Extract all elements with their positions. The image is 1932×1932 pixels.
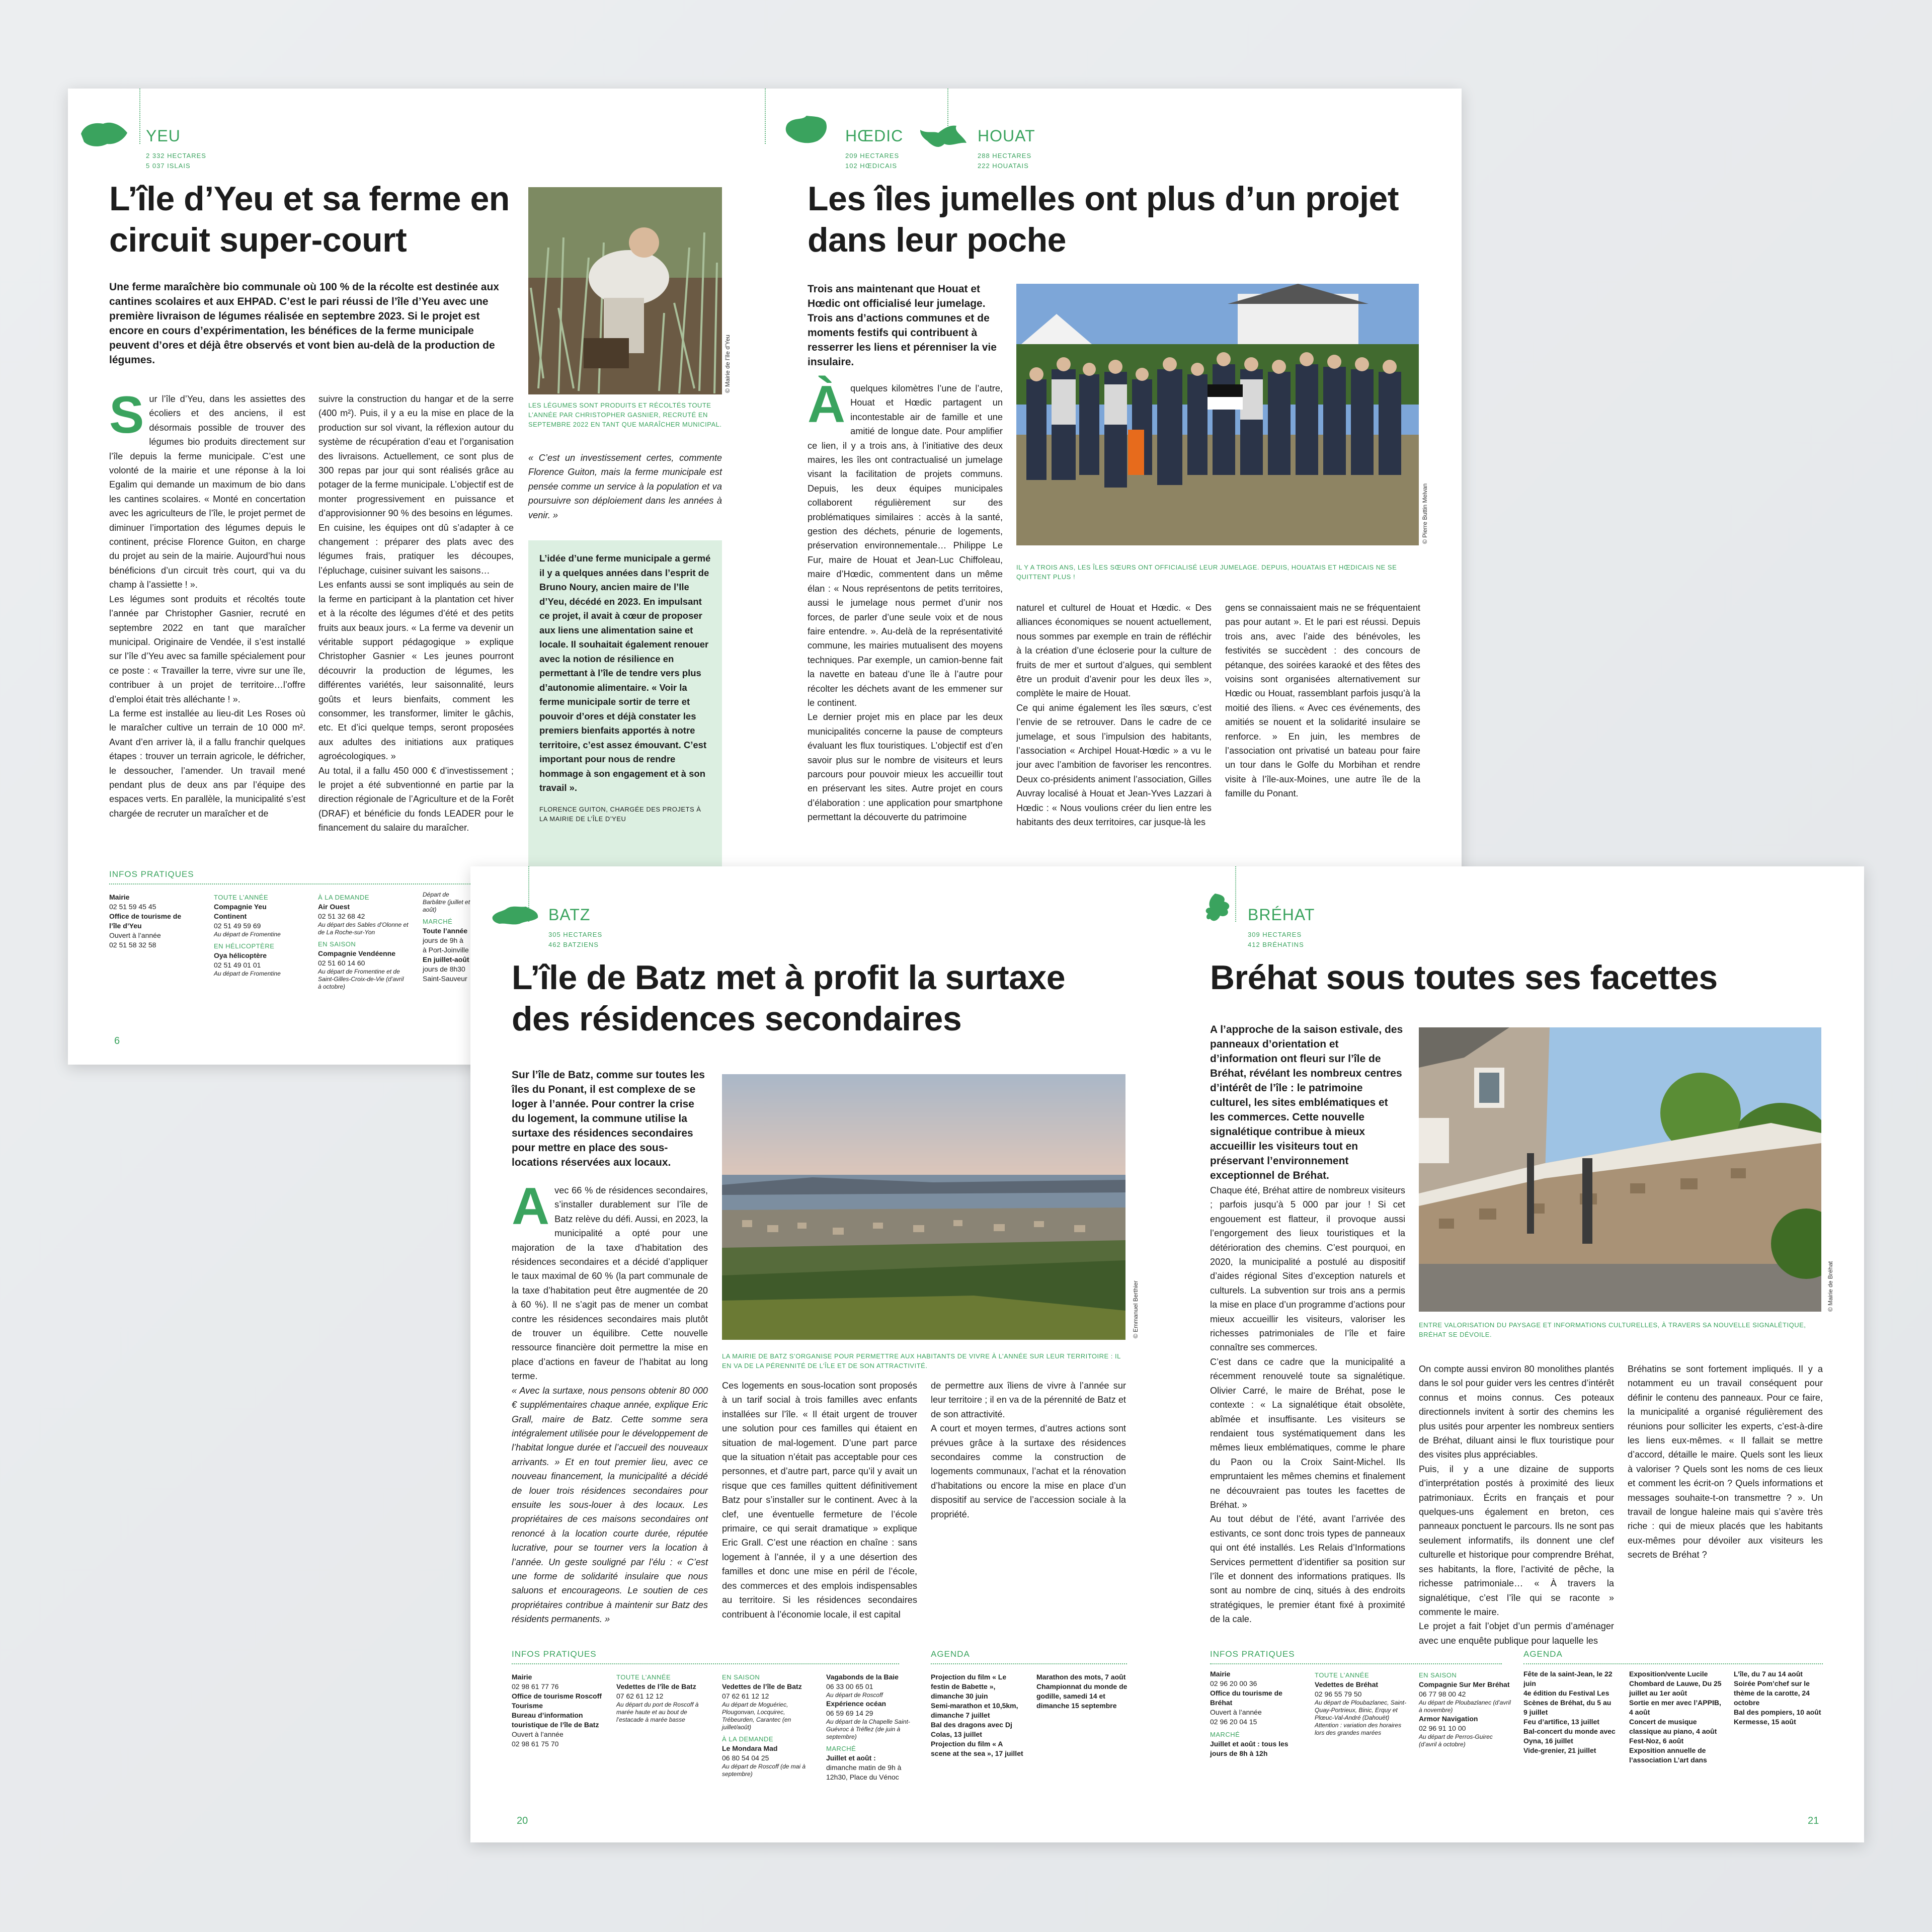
info-column <box>1210 1669 1303 1758</box>
info-note: Au départ de Roscoff <box>826 1692 883 1699</box>
info-column <box>826 1672 917 1782</box>
info-note: Départ de Barbâtre (juillet et août) <box>423 891 470 913</box>
info-heading: EN SAISON <box>318 940 356 948</box>
article-column <box>512 1177 708 1627</box>
paragraph: quelques kilomètres l’une de l’autre, Houat et Hœdic partagent un incontestable air de famille et une amitié de longue date. Pour amplifier ce lien, il y a trois ans, à l’initiative des deux maires, les îles ont contractualisé un jumelage visant la facilitation de projets communs. Depuis, les deux équipes municipales collaborent régulièrement sur des problématiques similaires : accès à la santé, gestion des déchets, pénurie de logements, préservation environnementale… Philippe Le Fur, maire de Houat et Jean-Luc Chiffoleau, maire d’Hœdic, commentent dans un même élan : « Nous représentons de petits territoires, aussi le jumelage nous permet d’unir nos forces, de parler d’une seule voix et de nous faire entendre. ». Au-delà de la représentativité commune, les mairies mutualisent des moyens techniques. Par exemple, un camion-benne fait la navette en bateau d’une île à l’autre pour récolter les déchets avant de les emmener sur le continent. <box>808 383 1003 708</box>
paragraph: On compte aussi environ 80 monolithes plantés dans le sol pour guider vers les centres d’intérêt connus et moins connus. Ces poteaux directionnels invitent à sortir des chemins les plus usités pour arpenter les nombreux sentiers de Bréhat, diluant ainsi le flux touristique pour des visites plus appréciables. <box>1419 1364 1614 1460</box>
quote-box <box>528 540 722 890</box>
paragraph: Ce qui anime également les îles sœurs, c’est l’envie de se retrouver. Dans le cadre de ce jumelage, et sous l’impulsion des habitants, l’association « Archipel Houat-Hœdic » a vu le jour avec l’ambition de favoriser les rencontres. Deux co-présidents animent l’association, Gilles Auvray localisé à Houat et Jean-Yves Lazzari à Hœdic : « Nous voulions créer du lien entre les habitants des deux territoires, car jusque-là les <box>1016 702 1212 828</box>
paragraph: En cuisine, les équipes ont dû s’adapter à ce changement : préparer des plats avec des légumes frais, pratiquer les découpes, l’épluchage, cuisiner suivant les saisons… <box>318 522 514 576</box>
info-column <box>616 1669 709 1724</box>
phone-number: 02 96 20 00 36 <box>1210 1679 1257 1687</box>
photo-caption: LA MAIRIE DE BATZ S’ORGANISE POUR PERMETTRE AUX HABITANTS DE VIVRE À L’ANNÉE SUR LEUR TERRITOIRE : IL EN VA DE LA PÉRENNITÉ DE L’ÎLE ET DE SON ATTRACTIVITÉ. <box>722 1352 1121 1370</box>
phone-number: 02 51 32 68 42 <box>318 912 365 920</box>
phone-number: 02 51 49 59 69 <box>214 922 261 930</box>
paragraph: Puis, il y a une dizaine de supports d’interprétation postés à proximité des lieux patrimoniaux. Écrits en français et pour quelques-uns également en breton, ces panneaux ponctuent le parcours. Ils ne sont pas seulement informatifs, ils donnent une clef culturelle et historique pour comprendre Bréhat, ses habitants, la flore, l’activité de pêche, la richesse patrimoniale… « À travers la signalétique, c’est l’île qui se raconte » commente le maire. <box>1419 1464 1614 1617</box>
info-column <box>214 890 299 978</box>
info-note: Au départ de Fromentine <box>214 931 281 938</box>
paragraph: Les enfants aussi se sont impliqués au sein de la ferme en participant à la plantation cet hiver et à la récolte des légumes d’été et des petits fruits aux beaux jours. « La ferme va devenir un véritable support pédagogique » explique Christopher Gasnier « Les jeunes pourront découvrir la production de légumes, les différentes variétés, leur saisonnalité, leurs goûts et leurs bienfaits, comment les consommer, les transformer, limiter le gâchis, etc. Et d’ici quelque temps, seront proposées aux adultes des initiations aux pratiques agroécologiques. » <box>318 580 514 762</box>
info-label: Office de tourisme Roscoff Tourisme <box>512 1692 602 1710</box>
brehat-island-map-icon <box>1195 892 1245 926</box>
phone-number: 02 96 20 04 15 <box>1210 1718 1257 1726</box>
info-label: Bureau d’information touristique de l’île de Batz <box>512 1711 599 1729</box>
info-text: jours de 8h30 <box>423 965 465 973</box>
paragraph: La ferme est installée au lieu-dit Les Roses où le maraîcher cultive un terrain de 10 000 m². Avant d’en arriver là, il a fallu franchir quelques étapes : trouver un terrain agricole, le défricher, le dessoucher, l’amender. Un travail mené pendant plus de deux ans par l’équipe des espaces verts. En parallèle, la municipalité s’est chargée de recruter un maraîcher et de <box>109 708 305 819</box>
info-label: Toute l’année <box>423 927 468 935</box>
info-column <box>722 1669 815 1778</box>
agenda-item: Kermesse, 15 août <box>1734 1718 1796 1726</box>
info-heading: À LA DEMANDE <box>722 1735 774 1743</box>
info-heading: TOUTE L’ANNÉE <box>214 894 269 901</box>
article-title: L’île de Batz met à profit la surtaxe des résidences secondaires <box>512 958 1066 1038</box>
farmer-photo <box>528 187 722 394</box>
article-column: gens se connaissaient mais ne se fréquentaient pas pour autant ». Et le pari est réussi. Depuis trois ans, avec l’aide des bénévoles, les festivités se succèdent : des concours de pétanque, des soirées karaoké et des fêtes des voisins sont organisées alternativement sur Hœdic ou Houat, rassemblant parfois jusqu’à la moitié des îliens. « Avec ces événements, des amitiés se nouent et la solidarité insulaire se renforce. » En juin, les membres de l’association ont privatisé un bateau pour faire un tour dans le Golfe du Morbihan et rendre visite à l’île-aux-Moines, une autre île de la famille du Ponant. <box>1225 603 1420 799</box>
agenda-heading: AGENDA <box>931 1649 970 1659</box>
info-label: Mairie <box>1210 1670 1231 1678</box>
photo-credit: © Mairie de Bréhat <box>1827 1261 1834 1312</box>
info-heading: EN SAISON <box>722 1673 760 1681</box>
phone-number: 02 96 55 79 50 <box>1315 1690 1362 1698</box>
paragraph: naturel et culturel de Houat et Hœdic. « Des alliances économiques se nouent actuellement, nous sommes par exemple en train de réfléchir à la création d’une écloserie pour la culture de fruits de mer et surtout d’algues, qui semblent être un produit d’avenir pour les deux îles », complète le maire de Houat. <box>1016 603 1212 699</box>
info-label: Mairie <box>512 1673 532 1681</box>
phone-number: 02 96 91 10 00 <box>1419 1724 1466 1732</box>
article-lead: Sur l’île de Batz, comme sur toutes les îles du Ponant, il est complexe de se loger à l’année. Pour contrer la crise du logement, la commune utilise la surtaxe des résidences secondaires pour mettre en place des sous-locations réservées aux locaux. <box>512 1069 705 1168</box>
agenda-bar <box>931 1663 1127 1664</box>
agenda-column <box>1523 1669 1617 1755</box>
batz-landscape-photo <box>722 1074 1125 1340</box>
hoedic-island-map-icon <box>782 114 833 148</box>
info-heading: À LA DEMANDE <box>318 894 370 901</box>
info-heading: EN SAISON <box>1419 1671 1457 1679</box>
article-column: Bréhatins se sont fortement impliqués. Il y a notamment eu un travail conséquent pour définir le contenu des panneaux. Pour ce faire, la municipalité a organisé régulièrement des réunions pour solliciter les experts, c’est-à-dire les liens eux-mêmes. « Il fallait se mettre d’accord, détaille le maire. Quels sont les lieux à valoriser ? Quels sont les noms de ces lieux et comment les écrit-on ? Quels informations et messages souhaite-t-on transmettre ? ». Un travail de longue haleine mais qui s’avère très riche : qui de mieux placés que les habitants eux-mêmes pour dévoiler aux visiteurs les secrets de Bréhat ? <box>1628 1364 1823 1560</box>
paragraph: Chaque été, Bréhat attire de nombreux visiteurs ; parfois jusqu’à 5 000 par jour ! Si cet engouement est flatteur, il provoque aussi l’engorgement des lieux touristiques et la détérioration des chemins. C’est pourquoi, en 2020, la municipalité a postulé au dispositif d’aides régional Sites d’exception naturels et culturels. La subvention sur trois ans a permis la mise en place d’un programme d’actions pour mieux accueillir les visiteurs, valoriser les richesses patrimoniales de l’île et faire connaître ses commerces. <box>1210 1185 1405 1353</box>
article-column <box>931 1379 1126 1521</box>
paragraph: ur l’île d’Yeu, dans les assiettes des écoliers et des anciens, il est désormais possible de trouver des légumes bio produits directement sur l’île depuis la ferme municipale. C’est une volonté de la mairie et une réponse à la loi Egalim qui demande un maximum de bio dans les cantines scolaires. « Monté en concertation avec les agriculteurs de l’île, le projet permet de diminuer l’importation des légumes depuis le continent, précise Florence Guiton, en charge du projet au sein de la mairie. Aujourd’hui nous bénéficions d’un circuit très court, qui va du champ à l’assiette ! ». <box>109 394 305 590</box>
article-column: Ces logements en sous-location sont proposés à un tarif social à trois familles avec enfants installées sur l’île. « Il était urgent de trouver une solution pour ces familles qui étaient en situation de mal-logement. D’une part parce que la situation n’était pas acceptable pour ces personnes, et d’autre part, parce qu’il y avait un risque que ces familles quittent définitivement Batz pour s’installer sur le continent. Avec à la clef, une éventuelle fermeture de l’école primaire, ce qui serait dramatique » explique Eric Grall. C’est une réaction en chaîne : sans logement à l’année, il y a une désertion des familles et donc une mise en péril de l’école, des commerces et des emplois indispensables au territoire. Si les résidences secondaires contribuent à l’économie locale, il est capital <box>722 1381 917 1620</box>
page-number: 21 <box>1808 1815 1819 1826</box>
page-number: 6 <box>114 1035 120 1046</box>
agenda-item: Soirée Pom’chef sur le thème de la carotte, 24 octobre <box>1734 1679 1810 1707</box>
practical-info-heading: INFOS PRATIQUES <box>1210 1649 1295 1659</box>
divider <box>765 89 766 144</box>
photo-caption: LES LÉGUMES SONT PRODUITS ET RÉCOLTÉS TOUTE L’ANNÉE PAR CHRISTOPHER GASNIER, RECRUTÉ EN SEPTEMBRE 2022 EN TANT QUE MARAÎCHER MUNICIPAL. <box>528 401 722 428</box>
info-label: Air Ouest <box>318 903 350 911</box>
article-column <box>318 392 514 835</box>
divider <box>139 89 140 144</box>
agenda-item: Bal-concert du monde avec Oyna, 16 juillet <box>1523 1727 1616 1745</box>
paragraph: de permettre aux îliens de vivre à l’année sur leur territoire ; il en va de la pérennité de Batz et de son attractivité. <box>931 1381 1126 1419</box>
info-label: Compagnie Yeu Continent <box>214 903 267 920</box>
article-lead: Trois ans maintenant que Houat et Hœdic ont officialisé leur jumelage. Trois ans d’actions communes et de moments festifs qui contribuent à resserrer les liens et pérenniser la vie insulaire. <box>808 283 997 368</box>
info-note: Au départ de Ploubazlanec, Saint-Quay-Portrieux, Binic, Erquy et Plœuc-Val-André (Dahouët) <box>1315 1699 1407 1721</box>
paragraph: suivre la construction du hangar et de la serre (400 m²). Puis, il y a eu la mise en place de la production sur sol vivant, la réflexion autour du système de récupération d’eau et l’organisation des livraisons. Actuellement, ce sont plus de 300 repas par jour qui sont réalisés grâce au potager de la ferme municipale. L’objectif est de monter progressivement en puissance et d’approvisionner 90 % des besoins en légumes. <box>318 394 514 519</box>
page-number: 20 <box>517 1815 528 1826</box>
article-column <box>1016 601 1212 830</box>
agenda-item: Exposition annuelle de l’association L’art dans <box>1629 1746 1707 1764</box>
island-stats: 309 HECTARES 412 BRÉHATINS <box>1248 931 1304 948</box>
agenda-item: Bal des dragons avec Dj Colas, 13 juillet <box>931 1721 1012 1738</box>
phone-number: 06 59 69 14 29 <box>826 1709 873 1717</box>
island-name: HŒDIC <box>845 127 904 145</box>
photo-caption: IL Y A TROIS ANS, LES ÎLES SŒURS ONT OFFICIALISÉ LEUR JUMELAGE. DEPUIS, HOUATAIS ET HŒDICAIS NE SE QUITTENT PLUS ! <box>1016 564 1397 581</box>
paragraph: « Avec la surtaxe, nous pensons obtenir 80 000 € supplémentaires chaque année, explique Eric Grall, maire de Batz. Cette somme sera intégralement utilisée pour le développement de l’habitat longue durée et l’accueil des nouveaux arrivants. » Et en tout premier lieu, avec ce nouveau financement, la municipalité a décidé de louer trois résidences secondaires pour ensuite les sous-louer à des locaux. Les propriétaires de ces maisons secondaires ont renoncé à la location courte durée, réputée lucrative, pour se tourner vers la location à l’année. Un geste souligné par l’élu : « C’est une forme de solidarité insulaire que nous saluons et encourageons. Le soutien de ces propriétaires contribue à maintenir sur Batz des résidents permanents. » <box>512 1385 708 1625</box>
info-column <box>512 1672 602 1749</box>
quote-signature: FLORENCE GUITON, CHARGÉE DES PROJETS À LA MAIRIE DE L’ÎLE D’YEU <box>539 805 701 823</box>
agenda-item: Sortie en mer avec l’APPIB, 4 août <box>1629 1699 1721 1716</box>
info-label: Juillet et août : tous les jours de 8h à 12h <box>1210 1740 1289 1757</box>
info-heading: MARCHÉ <box>1210 1731 1240 1738</box>
phone-number: 02 51 59 45 45 <box>109 903 156 911</box>
phone-number: 02 51 58 32 58 <box>109 941 156 949</box>
island-stats: 305 HECTARES 462 BATZIENS <box>548 931 603 948</box>
practical-info-bar <box>1210 1663 1502 1664</box>
info-heading: TOUTE L’ANNÉE <box>616 1673 671 1681</box>
island-stats: 288 HECTARES 222 HOUATAIS <box>978 152 1032 170</box>
article-title: L’île d’Yeu et sa ferme en circuit super-court <box>109 180 510 259</box>
phone-number: 06 33 00 65 01 <box>826 1682 873 1691</box>
yeu-island-map-icon <box>79 119 129 153</box>
agenda-column <box>1734 1669 1824 1727</box>
info-column <box>1419 1667 1512 1748</box>
article-column <box>109 386 305 821</box>
island-stats: 2 332 HECTARES 5 037 ISLAIS <box>146 152 206 170</box>
info-label: Office du tourisme de Bréhat <box>1210 1689 1282 1707</box>
agenda-item: Projection du film « Le festin de Babette », dimanche 30 juin <box>931 1673 1007 1700</box>
agenda-item: Fest-Noz, 6 août <box>1629 1737 1684 1745</box>
info-note: Au départ de Fromentine <box>214 970 281 977</box>
agenda-item: L’île, du 7 au 14 août <box>1734 1670 1803 1678</box>
article-column <box>1210 1183 1405 1627</box>
info-heading: MARCHÉ <box>423 918 453 925</box>
info-label: Compagnie Sur Mer Bréhat <box>1419 1680 1510 1688</box>
practical-info-bar <box>512 1663 899 1664</box>
info-label: Mairie <box>109 893 130 901</box>
paragraph: Au total, il a fallu 450 000 € d’investissement ; le projet a été subventionné en partie par la direction régionale de l’Agriculture et de la Forêt (DRAF) et bénéficie du fonds LEADER pour le financement du salaire du maraîcher. <box>318 765 514 833</box>
info-label: Expérience océan <box>826 1700 887 1708</box>
info-label: Armor Navigation <box>1419 1715 1478 1723</box>
agenda-item: 4e édition du Festival Les Scènes de Bréhat, du 5 au 9 juillet <box>1523 1689 1612 1716</box>
agenda-item: Marathon des mots, 7 août <box>1036 1673 1126 1681</box>
agenda-bar <box>1523 1663 1823 1664</box>
info-note: Au départ de Roscoff (de mai à septembre) <box>722 1763 806 1778</box>
phone-number: 02 51 49 01 01 <box>214 961 261 969</box>
info-text: Ouvert à l’année <box>512 1730 564 1738</box>
info-note: Au départ de Ploubazlanec (d’avril à novembre) <box>1419 1699 1511 1714</box>
article-column <box>1419 1362 1614 1648</box>
info-label: Vagabonds de la Baie <box>826 1673 899 1681</box>
photo-credit: © Pierre Buttin Melvan <box>1421 483 1428 544</box>
island-name: BATZ <box>548 906 591 924</box>
paragraph: C’est dans ce cadre que la municipalité a récemment renouvelé toute sa signalétique. Olivier Carré, le maire de Bréhat, pose le contexte : « La signalétique était obsolète, abîmée et insuffisante. Les visiteurs se rendaient tous systématiquement dans les mêmes lieux emblématiques, comme le phare du Paon ou la Croix Saint-Michel. Ils empruntaient les mêmes chemins et finalement ne découvraient pas toutes les facettes de Bréhat. » <box>1210 1356 1405 1510</box>
info-label: Vedettes de Bréhat <box>1315 1680 1379 1688</box>
article-title: Bréhat sous toutes ses facettes <box>1210 958 1718 997</box>
photo-caption: ENTRE VALORISATION DU PAYSAGE ET INFORMATIONS CULTURELLES, À TRAVERS SA NOUVELLE SIGNALÉTIQUE, BRÉHAT SE DÉVOILE. <box>1419 1321 1806 1338</box>
agenda-heading: AGENDA <box>1523 1649 1563 1659</box>
houat-island-map-icon <box>918 121 969 155</box>
info-heading: EN HÉLICOPTÈRE <box>214 942 275 950</box>
island-name: BRÉHAT <box>1248 906 1315 924</box>
info-text: Ouvert à l’année <box>109 931 161 939</box>
info-note: Au départ de la Chapelle Saint-Guévroc à Tréflez (de juin à septembre) <box>826 1718 910 1740</box>
info-text: à Port-Joinville <box>423 946 469 954</box>
info-label: Oya hélicoptère <box>214 951 267 959</box>
agenda-item: Projection du film « A scene at the sea », 17 juillet <box>931 1740 1023 1757</box>
paragraph: Le dernier projet mis en place par les deux municipalités concerne la pause de compteurs évaluant les flux touristiques. L’objectif est d’en savoir plus sur le nombre de visiteurs et leurs parcours pour pouvoir mieux les accueillir tout en préservant les sites. Autre projet en cours d’élaboration : une application pour smartphone permettant la découverte du patrimoine <box>808 712 1003 823</box>
agenda-item: Fête de la saint-Jean, le 22 juin <box>1523 1670 1613 1687</box>
info-heading: MARCHÉ <box>826 1745 856 1752</box>
drop-cap: À <box>808 375 846 434</box>
agenda-item: Exposition/vente Lucile Chombard de Lauwe, Du 25 juillet au 1er août <box>1629 1670 1722 1697</box>
agenda-item: Bal des pompiers, 10 août <box>1734 1708 1821 1716</box>
agenda-item: Feu d’artifice, 13 juillet <box>1523 1718 1599 1726</box>
phone-number: 02 98 61 75 70 <box>512 1740 559 1748</box>
article-lead: Une ferme maraîchère bio communale où 100 % de la récolte est destinée aux cantines scolaires et aux EHPAD. C’est le pari réussi de l’île d’Yeu avec une première livraison de légumes réalisée en septembre 2023. Si le projet est encore en cours d’expérimentation, les bénéfices de la ferme municipale peuvent d’ores et déjà être observés et vont bien au-delà de la production de légumes. <box>109 281 499 366</box>
info-note: Au départ du port de Roscoff à marée haute et au bout de l’estacade à marée basse <box>616 1701 699 1723</box>
article-lead: A l’approche de la saison estivale, des panneaux d’orientation et d’information ont fleuri sur l’île de Bréhat, révélant les nombreux centres d’intérêt de l’île : le patrimoine culturel, les sites emblématiques et les commerces. Cette nouvelle signalétique contribue à mieux accueillir les visiteurs tout en préservant l’environnement exceptionnel de Bréhat. <box>1210 1024 1403 1181</box>
info-heading: TOUTE L’ANNÉE <box>1315 1671 1370 1679</box>
agenda-item: Vide-grenier, 21 juillet <box>1523 1746 1596 1754</box>
phone-number: 07 62 61 12 12 <box>616 1692 664 1700</box>
paragraph: Les légumes sont produits et récoltés toute l’année par Christopher Gasnier, recruté en septembre 2022 en tant que maraîcher municipal. Originaire de Vendée, il s’est installé sur l’île d’Yeu avec sa famille spécialement pour ce poste : « Travailler la terre, vivre sur une île, contribuer à un projet de territoire…l’offre d’emploi était très alléchante ! ». <box>109 594 305 704</box>
article-column <box>808 375 1003 825</box>
paragraph: Au tout début de l’été, avant l’arrivée des estivants, ce sont donc trois types de panneaux qui ont été installés. Les Relais d’Informations Services permettent d’identifier sa position sur l’île et donnent des informations pratiques. Ils sont au nombre de cinq, situés à des endroits stratégiques, le premier étant fixé à proximité de la cale. <box>1210 1514 1405 1625</box>
info-text: Saint-Sauveur <box>423 975 467 983</box>
info-text: jours de 9h à <box>423 936 463 944</box>
phone-number: 07 62 61 12 12 <box>722 1692 769 1700</box>
info-label: Juillet et août : <box>826 1754 876 1762</box>
info-note: Attention : variation des horaires lors des grandes marées <box>1315 1722 1402 1736</box>
agenda-column <box>1629 1669 1722 1765</box>
agenda-column <box>931 1672 1024 1758</box>
batz-island-map-icon <box>491 901 541 935</box>
drop-cap: A <box>512 1177 550 1236</box>
quote-text: L’idée d’une ferme municipale a germé il y a quelques années dans l’esprit de Bruno Noury, ancien maire de l’Ile d’Yeu, décédé en 2023. En impulsant ce projet, il avait à cœur de proposer aux liens une alimentation saine et locale. Il souhaitait également renouer avec la notion de résilience en permettant à l’île de tendre vers plus d’autonomie alimentaire. « Voir la ferme municipale sortir de terre et pouvoir d’ores et déjà constater les premiers bienfaits apportés à notre territoire, c’est assez émouvant. C’est important pour nous de rendre hommage à son engagement et à son travail ». <box>539 553 711 793</box>
info-text: Ouvert à l’année <box>1210 1708 1262 1716</box>
brehat-signage-photo <box>1419 1027 1821 1312</box>
info-note: Au départ des Sables d’Olonne et de La Roche-sur-Yon <box>318 921 409 936</box>
island-name: YEU <box>146 127 181 145</box>
info-note: Au départ de Perros-Guirec (d’avril à octobre) <box>1419 1733 1493 1748</box>
practical-info-heading: INFOS PRATIQUES <box>109 869 194 879</box>
info-note: Au départ de Moguériec, Plougonvan, Locquirec, Trébeurden, Carantec (en juillet/août) <box>722 1701 791 1731</box>
info-label: En juillet-août <box>423 955 469 963</box>
info-column <box>318 890 409 991</box>
island-name: HOUAT <box>978 127 1035 145</box>
magazine-spread-batz-brehat <box>470 866 1864 1842</box>
agenda-item: Concert de musique classique au piano, 4 août <box>1629 1718 1717 1735</box>
phone-number: 02 51 60 14 60 <box>318 959 365 967</box>
article-column: « C’est un investissement certes, commente Florence Guiton, mais la ferme municipale est pensée comme un service à la population et va poursuivre son déploiement dans les années à venir. » <box>528 453 722 520</box>
agenda-item: Championnat du monde de godille, samedi 14 et dimanche 15 septembre <box>1036 1682 1128 1710</box>
info-label: Vedettes de l’île de Batz <box>616 1682 696 1691</box>
agenda-item: Semi-marathon et 10,5km, dimanche 7 juillet <box>931 1702 1018 1719</box>
article-title: Les îles jumelles ont plus d’un projet dans leur poche <box>808 180 1399 259</box>
practical-info-heading: INFOS PRATIQUES <box>512 1649 597 1659</box>
paragraph: vec 66 % de résidences secondaires, s’installer durablement sur l’île de Batz relève du défi. Aussi, en 2023, la municipalité a opté pour une majoration de la taxe d’habitation des résidences secondaires et a décidé d’appliquer le taux maximal de 60 % (la part communale de la taxe d’habitation peut être augmentée de 20 à 60 %). Il ne s’agit pas de mener un combat contre les résidences secondaires mais plutôt de trouver un équilibre. Cette nouvelle ressource financière doit permettre la mise en place d’actions en faveur de l’habitat au long terme. <box>512 1185 708 1382</box>
drop-cap: S <box>109 386 144 444</box>
mayors-group-photo <box>1016 284 1419 545</box>
phone-number: 02 98 61 77 76 <box>512 1682 559 1691</box>
photo-credit: © Emmanuel Berthier <box>1132 1280 1139 1338</box>
info-column <box>1315 1667 1408 1737</box>
info-label: Vedettes de l’île de Batz <box>722 1682 802 1691</box>
phone-number: 06 77 98 00 42 <box>1419 1690 1466 1698</box>
photo-credit: © Mairie de l’île d’Yeu <box>724 335 731 393</box>
paragraph: Le projet a fait l’objet d’un permis d’aménager avec une enquête publique pour laquelle les <box>1419 1621 1614 1646</box>
info-label: Le Mondara Mad <box>722 1744 778 1752</box>
island-stats: 209 HECTARES 102 HŒDICAIS <box>845 152 900 170</box>
phone-number: 06 80 54 04 25 <box>722 1754 769 1762</box>
info-label: Compagnie Vendéenne <box>318 949 396 957</box>
paragraph: A court et moyen termes, d’autres actions sont prévues grâce à la surtaxe des résidences secondaires comme la construction de logements communaux, l’achat et la rénovation d’habitations ou encore la mise en place d’un dispositif au service de l’accession sociale à la propriété. <box>931 1423 1126 1519</box>
info-column <box>423 891 473 984</box>
info-column <box>109 893 192 950</box>
info-note: Au départ de Fromentine et de Saint-Gilles-Croix-de-Vie (d’avril à octobre) <box>318 968 404 990</box>
info-text: dimanche matin de 9h à 12h30, Place du Vénoc <box>826 1763 902 1781</box>
agenda-column <box>1036 1672 1130 1711</box>
info-label: Office de tourisme de l’île d’Yeu <box>109 912 182 930</box>
